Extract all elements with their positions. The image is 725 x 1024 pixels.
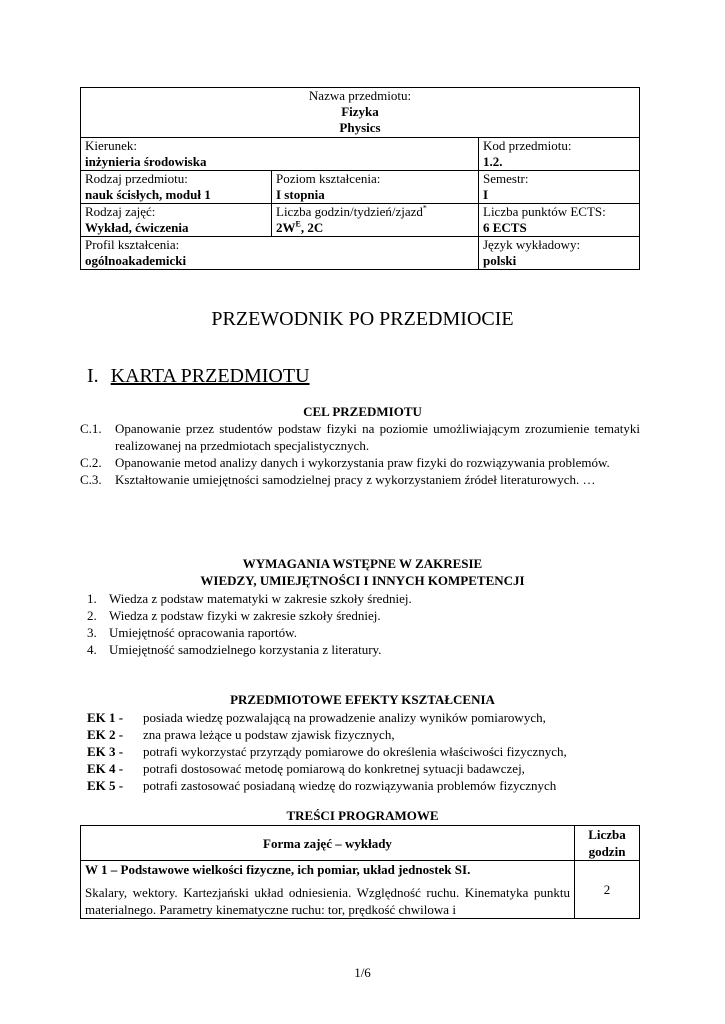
effect-item: EK 1 - posiada wiedzę pozwalającą na prowadzenie analizy wyników pomiarowych, [87, 710, 546, 725]
code-value: 1.2. [483, 154, 503, 169]
hours-value: $2W^E$, 2C [276, 219, 324, 235]
classes-cell [81, 204, 272, 237]
semester-cell [479, 171, 640, 204]
effect-item: EK 4 - potrafi dostosować metodę pomiarową do konkretnej sytuacji badawczej, [87, 761, 525, 776]
requirement-item: 4. Umiejętność samodzielnego korzystania z literatury. [87, 642, 382, 657]
requirements-list [87, 590, 412, 658]
ects-value: 6 ECTS [483, 220, 527, 235]
language-cell [479, 237, 640, 270]
program-table [80, 825, 640, 919]
page-number: 1/6 [354, 965, 371, 980]
requirements-heading-line1: WYMAGANIA WSTĘPNE W ZAKRESIE [242, 556, 483, 571]
level-value: I stopnia [276, 187, 325, 202]
type-label: Rodzaj przedmiotu: [85, 171, 188, 186]
program-row-w1 [81, 861, 575, 919]
language-value: polski [483, 253, 517, 268]
w1-hours: 2 [575, 861, 640, 919]
w1-body: Skalary, wektory. Kartezjański układ odniesienia. Względność ruchu. Kinematyka punktu materialnego. Parametry kinematyczne ruchu: tor, prędkość chwilowa i [85, 885, 570, 917]
effect-item: EK 2 - zna prawa leżące u podstaw zjawisk fizycznych, [87, 727, 395, 742]
requirement-item: 2. Wiedza z podstaw fizyki w zakresie szkoły średniej. [87, 608, 381, 623]
requirements-heading-line2: WIEDZY, UMIEJĘTNOŚCI I INNYCH KOMPETENCJI [200, 573, 525, 588]
subject-name-cell [81, 88, 640, 138]
semester-value: I [483, 187, 489, 202]
section-number: I. [87, 365, 99, 387]
subject-name-pl: Fizyka [341, 104, 379, 119]
profile-label: Profil kształcenia: [85, 237, 180, 252]
goal-item: C.2. Opanowanie metod analizy danych i wykorzystania praw fizyki do rozwiązywania problemów. [80, 455, 610, 470]
section-title-text: KARTA PRZEDMIOTU [110, 365, 310, 387]
language-label: Język wykładowy: [483, 237, 581, 252]
type-cell [81, 171, 272, 204]
requirement-item: 1. Wiedza z podstaw matematyki w zakresie szkoły średniej. [87, 591, 412, 606]
hours-label: Liczba godzin/tydzień/zjazd* [276, 203, 427, 219]
type-value: nauk ścisłych, moduł 1 [85, 187, 211, 202]
program-heading: TREŚCI PROGRAMOWE [286, 808, 439, 823]
subject-name-label: Nazwa przedmiotu: [308, 88, 412, 103]
level-cell [272, 171, 479, 204]
ects-label: Liczba punktów ECTS: [483, 204, 606, 219]
w1-title: W 1 – Podstawowe wielkości fizyczne, ich pomiar, układ jednostek SI. [85, 862, 471, 877]
effect-item: EK 3 - potrafi wykorzystać przyrządy pomiarowe do określenia właściwości fizycznych, [87, 744, 567, 759]
classes-value: Wykład, ćwiczenia [85, 220, 189, 235]
subject-info-table [80, 87, 640, 270]
ects-cell [479, 204, 640, 237]
semester-label: Semestr: [483, 171, 529, 186]
code-label: Kod przedmiotu: [483, 138, 572, 153]
goal-item: C.3. Kształtowanie umiejętności samodzielnej pracy z wykorzystaniem źródeł literaturowych. … [80, 472, 596, 487]
main-title: PRZEWODNIK PO PRZEDMIOCIE [211, 308, 514, 330]
profile-value: ogólnoakademicki [85, 253, 187, 268]
hours-cell [272, 204, 479, 237]
program-col-hours: Liczba godzin [575, 826, 640, 861]
effect-item: EK 5 - potrafi zastosować posiadaną wiedzę do rozwiązywania problemów fizycznych [87, 778, 557, 793]
section-title [87, 365, 310, 388]
subject-name-en: Physics [339, 120, 381, 135]
direction-value: inżynieria środowiska [85, 154, 207, 169]
direction-cell [81, 138, 479, 171]
program-col-form: Forma zajęć – wykłady [81, 826, 575, 861]
direction-label: Kierunek: [85, 138, 137, 153]
level-label: Poziom kształcenia: [276, 171, 381, 186]
goal-item: C.1. Opanowanie przez studentów podstaw fizyki na poziomie umożliwiającym zrozumienie tematyki realizowanej na przedmiotach specjalistycznych. [80, 421, 640, 453]
requirement-item: 3. Umiejętność opracowania raportów. [87, 625, 297, 640]
classes-label: Rodzaj zajęć: [85, 204, 156, 219]
code-cell [479, 138, 640, 171]
effects-list [87, 709, 567, 794]
goals-heading: CEL PRZEDMIOTU [303, 404, 422, 419]
profile-cell [81, 237, 479, 270]
effects-heading: PRZEDMIOTOWE EFEKTY KSZTAŁCENIA [230, 692, 495, 707]
goals-list [80, 420, 640, 488]
